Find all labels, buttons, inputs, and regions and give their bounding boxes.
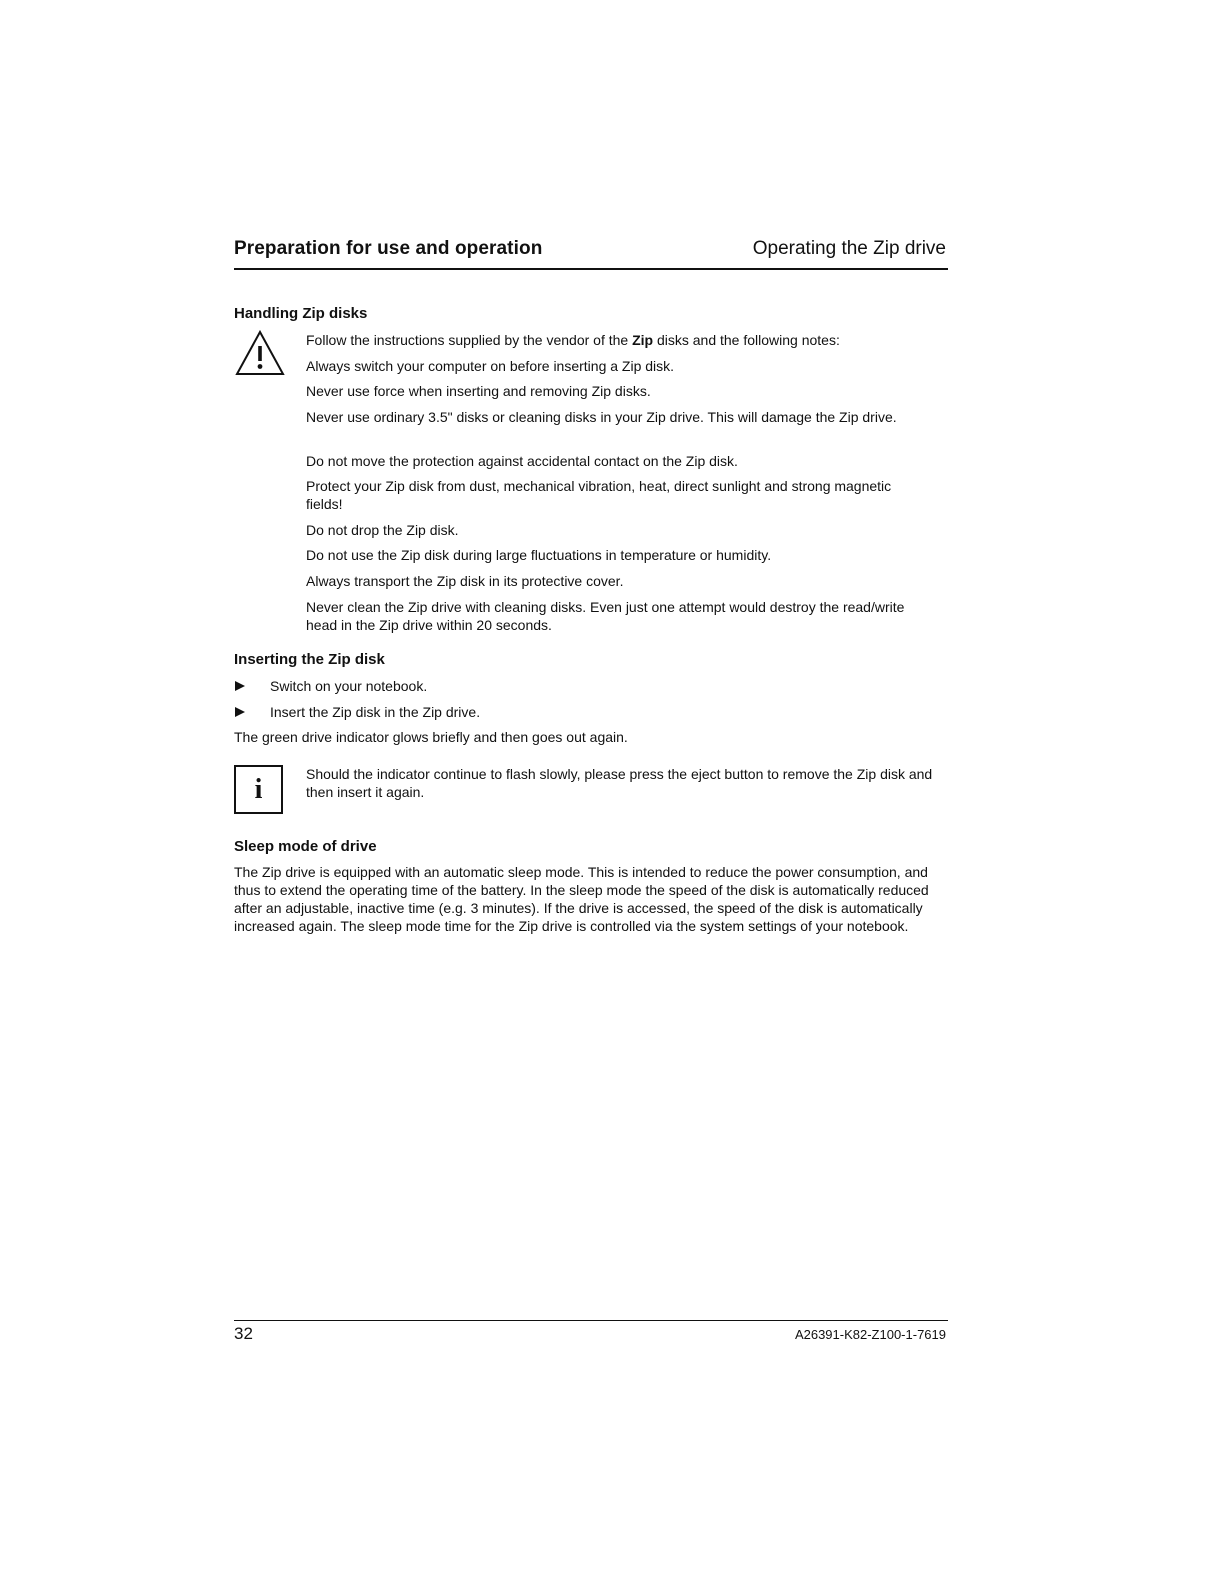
step-item: Switch on your notebook.: [270, 678, 428, 694]
info-note: Should the indicator continue to flash slowly, please press the eject button to remove the Zip disk and then insert it again.: [306, 766, 933, 800]
step-result: The green drive indicator glows briefly and then goes out again.: [234, 729, 628, 745]
page-header: [234, 236, 948, 270]
sleep-paragraph: The Zip drive is equipped with an automatic sleep mode. This is intended to reduce the power consumption, and thus to extend the operating time of the battery. In the sleep mode the speed of the disk is automatically reduced after an adjustable, inactive time (e.g. 3 minutes). If the drive is accessed, the speed of the disk is automatically increased again. The sleep mode time for the Zip drive is controlled via the system settings of your notebook.: [234, 864, 929, 934]
page-number: 32: [234, 1324, 253, 1343]
handling-note: Protect your Zip disk from dust, mechanical vibration, heat, direct sunlight and strong magnetic fields!: [306, 478, 892, 512]
handling-note: Always transport the Zip disk in its protective cover.: [306, 573, 624, 589]
handling-note: Do not drop the Zip disk.: [306, 522, 459, 538]
inserting-heading: Inserting the Zip disk: [234, 651, 385, 668]
footer-rule: [234, 1320, 948, 1321]
handling-note-intro: Follow the instructions supplied by the vendor of the Zip disks and the following notes:: [306, 332, 840, 348]
document-id: A26391-K82-Z100-1-7619: [794, 1327, 946, 1342]
handling-note: Always switch your computer on before inserting a Zip disk.: [306, 358, 675, 374]
section-title: Operating the Zip drive: [752, 238, 946, 259]
bullet-arrow-icon: [235, 681, 245, 691]
handling-note: Do not move the protection against accidental contact on the Zip disk.: [306, 453, 738, 469]
handling-note: Do not use the Zip disk during large fluctuations in temperature or humidity.: [306, 547, 772, 563]
info-icon: i: [234, 765, 283, 814]
bullet-arrow-icon: [235, 707, 245, 717]
sleep-heading: Sleep mode of drive: [234, 838, 377, 855]
handling-heading: Handling Zip disks: [234, 305, 368, 322]
warning-triangle-icon: [234, 329, 286, 377]
handling-note: Never use ordinary 3.5" disks or cleaning disks in your Zip drive. This will damage the Zip drive.: [306, 409, 897, 425]
handling-note: Never use force when inserting and removing Zip disks.: [306, 383, 651, 399]
chapter-title: Preparation for use and operation: [234, 238, 543, 259]
handling-note: Never clean the Zip drive with cleaning disks. Even just one attempt would destroy the read/write head in the Zip drive within 20 seconds.: [306, 599, 905, 633]
step-item: Insert the Zip disk in the Zip drive.: [270, 704, 481, 720]
